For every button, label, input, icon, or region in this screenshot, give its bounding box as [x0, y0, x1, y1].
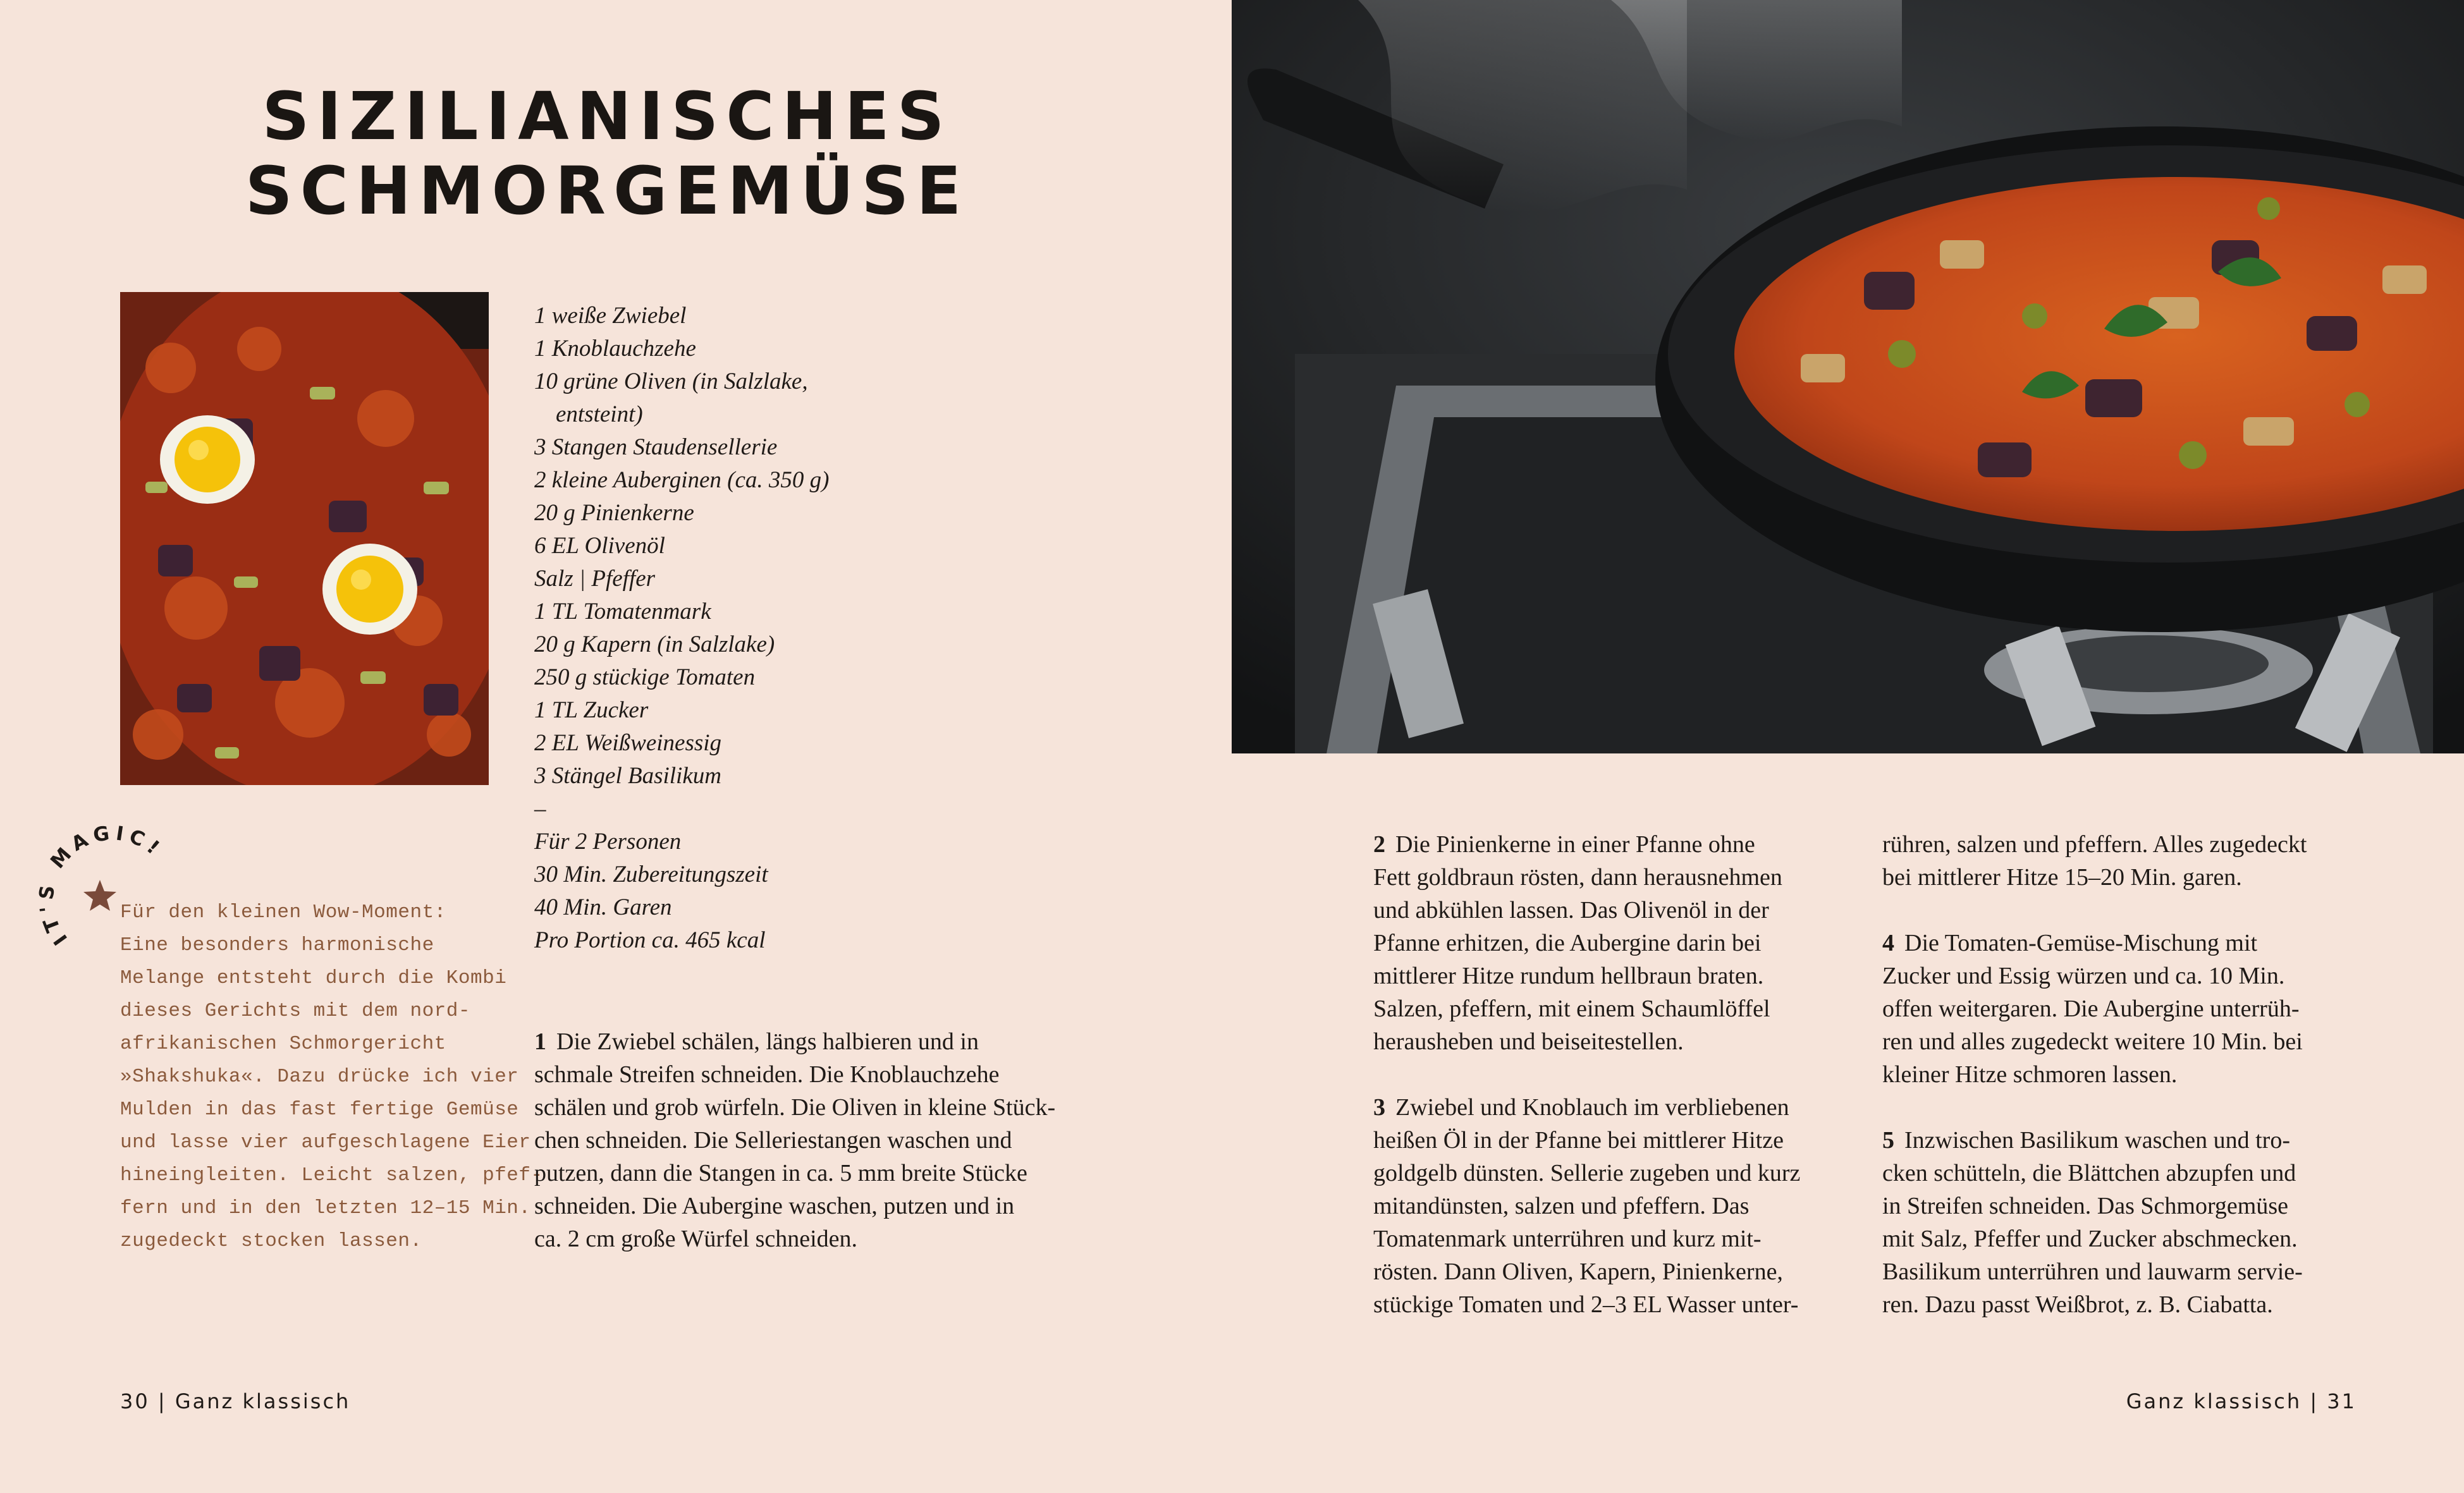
ingredient-item: 2 kleine Auberginen (ca. 350 g) [534, 467, 830, 493]
step-text: putzen, dann die Stangen in ca. 5 mm breite Stücke [534, 1160, 1027, 1186]
step-text: schneiden. Die Aubergine waschen, putzen und in [534, 1193, 1015, 1219]
ingredient-item: entsteint) [556, 401, 643, 427]
step-4 [1882, 927, 2375, 1091]
tip-box [120, 896, 543, 1258]
step-text: Die Tomaten-Gemüse-Mischung mit [1904, 930, 2258, 956]
step-text: mit Salz, Pfeffer und Zucker abschmecken. [1882, 1226, 2298, 1252]
recipe-title [240, 79, 974, 228]
tip-line: Mulden in das fast fertige Gemüse [120, 1099, 519, 1121]
step-text: Die Pinienkerne in einer Pfanne ohne [1395, 831, 1755, 858]
tip-line: fern und in den letzten 12–15 Min. [120, 1197, 531, 1219]
step-text: cken schütteln, die Blättchen abzupfen und [1882, 1160, 2296, 1186]
step-3-continued [1882, 828, 2375, 894]
step-text: ren. Dazu passt Weißbrot, z. B. Ciabatta. [1882, 1291, 2273, 1318]
instructions-column-2 [1373, 828, 1866, 1354]
instructions-column-1 [534, 1025, 1103, 1288]
star-icon [83, 880, 116, 911]
tip-line: afrikanischen Schmorgericht [120, 1033, 446, 1055]
step-text: rühren, salzen und pfeffern. Alles zugedeckt [1882, 831, 2307, 858]
step-text: offen weitergaren. Die Aubergine unterrüh- [1882, 996, 2300, 1022]
step-text: Zwiebel und Knoblauch im verbliebenen [1395, 1094, 1789, 1121]
tip-line: hineingleiten. Leicht salzen, pfef- [120, 1164, 543, 1186]
step-text: mitandünsten, salzen und pfeffern. Das [1373, 1193, 1750, 1219]
step-text: schälen und grob würfeln. Die Oliven in kleine Stück- [534, 1094, 1056, 1121]
step-text: und abkühlen lassen. Das Olivenöl in der [1373, 897, 1769, 923]
tip-line: Für den kleinen Wow-Moment: [120, 901, 446, 923]
ingredient-item: 6 EL Olivenöl [534, 533, 665, 559]
step-text: ca. 2 cm große Würfel schneiden. [534, 1226, 858, 1252]
step-number: 1 [534, 1028, 546, 1055]
tip-line: und lasse vier aufgeschlagene Eier [120, 1131, 531, 1154]
tip-line: zugedeckt stocken lassen. [120, 1230, 422, 1252]
step-text: Inzwischen Basilikum waschen und tro- [1904, 1127, 2290, 1154]
ingredient-item: 10 grüne Oliven (in Salzlake, [534, 369, 808, 394]
shakshuka-photo [120, 292, 489, 785]
step-text: bei mittlerer Hitze 15–20 Min. garen. [1882, 864, 2242, 891]
ingredient-item: 250 g stückige Tomaten [534, 664, 756, 690]
tip-line: »Shakshuka«. Dazu drücke ich vier [120, 1066, 519, 1088]
step-text: chen schneiden. Die Selleriestangen waschen und [534, 1127, 1012, 1154]
recipe-title-line-2: SCHMORGEMÜSE [245, 152, 969, 229]
step-text: mittlerer Hitze rundum hellbraun braten. [1373, 963, 1764, 989]
step-text: Zucker und Essig würzen und ca. 10 Min. [1882, 963, 2285, 989]
ingredient-divider: – [534, 796, 546, 822]
ingredient-item: 1 Knoblauchzehe [534, 336, 696, 362]
step-text: schmale Streifen schneiden. Die Knoblauchzehe [534, 1061, 1000, 1088]
page-footer-left: 30 | Ganz klassisch [120, 1389, 351, 1413]
step-text: in Streifen schneiden. Das Schmorgemüse [1882, 1193, 2288, 1219]
step-number: 5 [1882, 1127, 1894, 1154]
step-text: Tomatenmark unterrühren und kurz mit- [1373, 1226, 1762, 1252]
step-1 [534, 1025, 1103, 1255]
prep-time-info: 30 Min. Zubereitungszeit [534, 862, 768, 887]
ingredient-item: 3 Stängel Basilikum [534, 763, 721, 789]
step-text: Salzen, pfeffern, mit einem Schaumlöffel [1373, 996, 1770, 1022]
tip-line: Melange entsteht durch die Kombi [120, 967, 507, 989]
step-text: Pfanne erhitzen, die Aubergine darin bei [1373, 930, 1762, 956]
step-text: stückige Tomaten und 2–3 EL Wasser unter- [1373, 1291, 1799, 1318]
ingredient-item: 1 weiße Zwiebel [534, 303, 687, 329]
ingredient-item: 1 TL Zucker [534, 697, 649, 723]
step-text: Basilikum unterrühren und lauwarm servie- [1882, 1258, 2303, 1285]
ingredient-item: Salz | Pfeffer [534, 566, 656, 592]
ingredient-list [534, 300, 977, 957]
skillet-photo [1232, 0, 2464, 753]
ingredient-item: 1 TL Tomatenmark [534, 599, 711, 625]
servings-info: Für 2 Personen [534, 829, 682, 855]
tip-line: dieses Gerichts mit dem nord- [120, 1000, 470, 1022]
tip-line: Eine besonders harmonische [120, 934, 434, 956]
step-text: kleiner Hitze schmoren lassen. [1882, 1061, 2178, 1088]
step-text: Fett goldbraun rösten, dann herausnehmen [1373, 864, 1782, 891]
step-text: rösten. Dann Oliven, Kapern, Pinienkerne, [1373, 1258, 1783, 1285]
recipe-title-line-1: SIZILIANISCHES [262, 78, 952, 155]
page-footer-right: Ganz klassisch | 31 [2126, 1389, 2357, 1413]
ingredient-item: 2 EL Weißweinessig [534, 730, 722, 756]
ingredient-item: 20 g Pinienkerne [534, 500, 694, 526]
step-5 [1882, 1124, 2375, 1321]
step-2 [1373, 828, 1866, 1058]
step-text: Die Zwiebel schälen, längs halbieren und in [556, 1028, 979, 1055]
step-text: heißen Öl in der Pfanne bei mittlerer Hitze [1373, 1127, 1784, 1154]
calories-info: Pro Portion ca. 465 kcal [534, 927, 766, 953]
ingredient-item: 20 g Kapern (in Salzlake) [534, 631, 775, 657]
step-text: ren und alles zugedeckt weitere 10 Min. bei [1882, 1028, 2303, 1055]
step-number: 2 [1373, 831, 1385, 858]
step-number: 3 [1373, 1094, 1385, 1121]
step-number: 4 [1882, 930, 1894, 956]
instructions-column-3 [1882, 828, 2375, 1354]
cook-time-info: 40 Min. Garen [534, 894, 672, 920]
step-3 [1373, 1091, 1866, 1321]
ingredient-item: 3 Stangen Staudensellerie [534, 434, 778, 460]
badge-text: IT'S MAGIC! [37, 822, 168, 949]
step-text: goldgelb dünsten. Sellerie zugeben und kurz [1373, 1160, 1801, 1186]
step-text: herausheben und beiseitestellen. [1373, 1028, 1684, 1055]
